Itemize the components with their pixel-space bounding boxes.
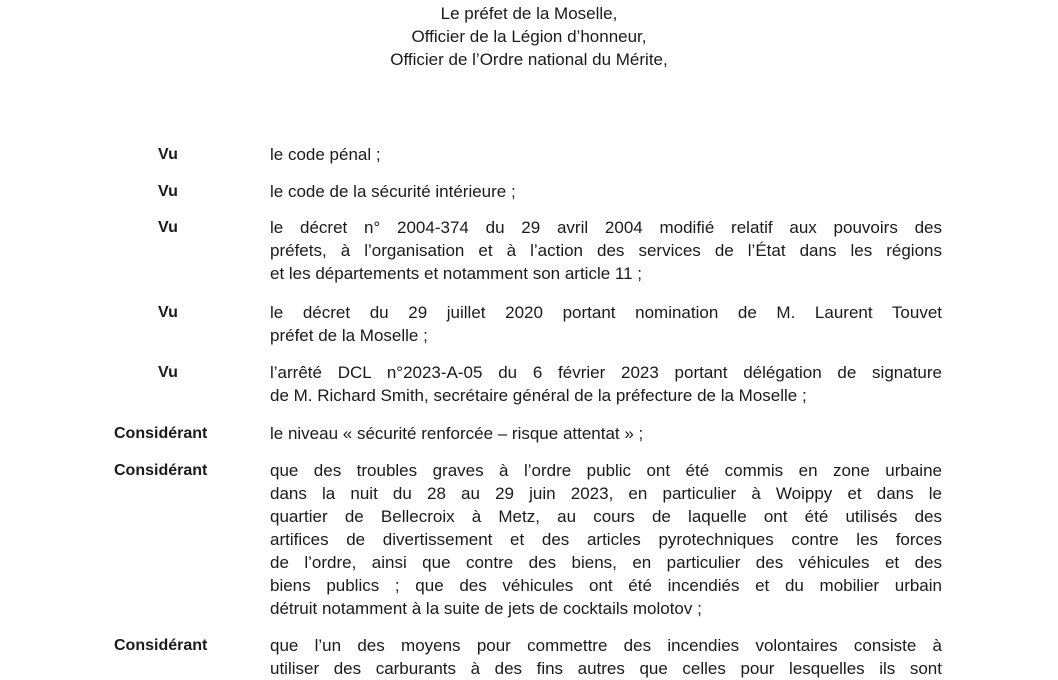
clause-line: utiliser des carburants à des fins autres que celles pour lesquelles ils sont: [270, 659, 942, 678]
clause-line: que l’un des moyens pour commettre des incendies volontaires consiste à: [270, 636, 942, 655]
clause-text: [270, 634, 942, 680]
clause-label: Vu: [158, 304, 178, 321]
clause-line: le décret n° 2004-374 du 29 avril 2004 modifié relatif aux pouvoirs des: [270, 218, 942, 237]
clause-line: le décret du 29 juillet 2020 portant nomination de M. Laurent Touvet: [270, 303, 942, 322]
clause-line: le code de la sécurité intérieure ;: [270, 182, 516, 201]
clause-text: [270, 143, 942, 166]
clause-label: Considérant: [114, 462, 208, 479]
clause-line: que des troubles graves à l’ordre public ont été commis en zone urbaine: [270, 461, 942, 480]
clause-label: Considérant: [114, 425, 208, 442]
clause-label: Vu: [158, 364, 178, 381]
clause-line: quartier de Bellecroix à Metz, au cours de laquelle ont été utilisés des: [270, 507, 942, 526]
issuer-honour-2: Officier de l’Ordre national du Mérite,: [390, 50, 668, 69]
clause-label: Vu: [158, 219, 178, 236]
clause-text: [270, 301, 942, 347]
clause-line: et les départements et notamment son article 11 ;: [270, 264, 642, 283]
issuer-honour-1: Officier de la Légion d’honneur,: [411, 27, 647, 46]
clause-line: biens publics ; que des véhicules ont été incendiés et du mobilier urbain: [270, 576, 942, 595]
clause-text: [270, 422, 942, 445]
issuer-title: Le préfet de la Moselle,: [440, 4, 618, 23]
clause-line: préfet de la Moselle ;: [270, 326, 428, 345]
clause-label: Vu: [158, 146, 178, 163]
clause-line: de M. Richard Smith, secrétaire général de la préfecture de la Moselle ;: [270, 386, 807, 405]
clause-line: préfets, à l’organisation et à l’action des services de l’État dans les régions: [270, 241, 942, 260]
clause-label: Considérant: [114, 637, 208, 654]
clause-line: artifices de divertissement et des articles pyrotechniques contre les forces: [270, 530, 942, 549]
clause-line: le niveau « sécurité renforcée – risque attentat » ;: [270, 424, 644, 443]
clause-line: dans la nuit du 28 au 29 juin 2023, en particulier à Woippy et dans le: [270, 484, 942, 503]
clause-line: le code pénal ;: [270, 145, 381, 164]
clause-line: de l’ordre, ainsi que contre des biens, en particulier des véhicules et des: [270, 553, 942, 572]
clause-text: [270, 459, 942, 620]
clause-text: [270, 361, 942, 407]
issuer-header: [0, 2, 1058, 71]
clause-line: l’arrêté DCL n°2023-A-05 du 6 février 2023 portant délégation de signature: [270, 363, 942, 382]
clause-label: Vu: [158, 183, 178, 200]
clause-text: [270, 180, 942, 203]
clause-line: détruit notamment à la suite de jets de cocktails molotov ;: [270, 599, 702, 618]
clause-text: [270, 216, 942, 285]
